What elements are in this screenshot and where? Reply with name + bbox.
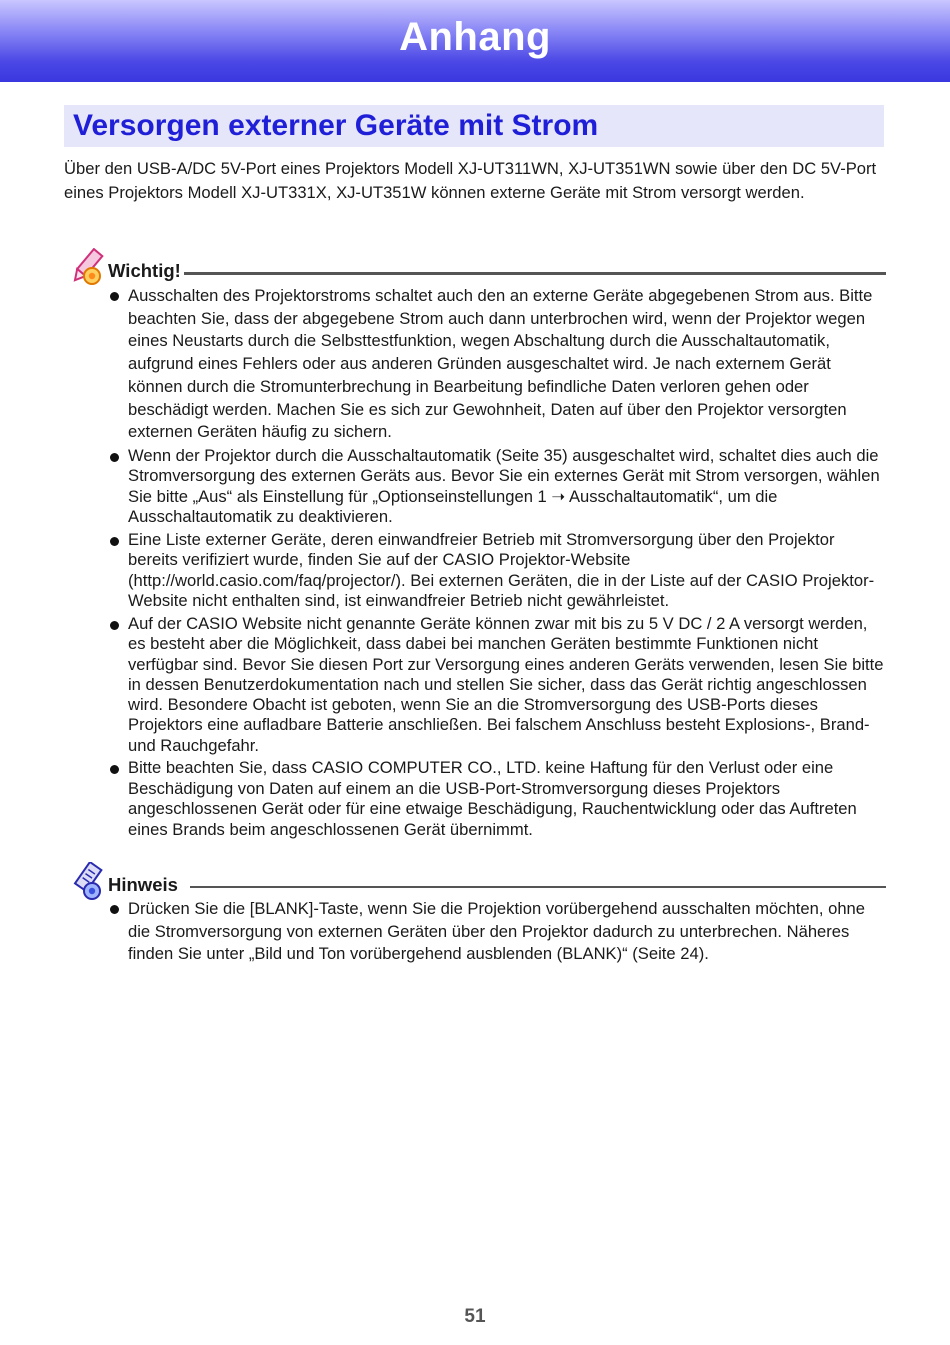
list-item: Eine Liste externer Geräte, deren einwandfreier Betrieb mit Stromversorgung über den Projektor bereits verifiziert wurde, finden Sie auf der CASIO Projektor-Website (http://world.casio.com/faq/projector/). Bei externen Geräten, die in der Liste auf der CASIO Projektor-Website nicht enthalten sind, ist einwandfreier Betrieb nicht gewährleistet.: [108, 530, 886, 612]
intro-paragraph: Über den USB-A/DC 5V-Port eines Projektors Modell XJ-UT311WN, XJ-UT351WN sowie über den DC 5V-Port eines Projektors Modell XJ-UT331X, XJ-UT351W können externe Geräte mit Strom versorgt werden.: [64, 159, 877, 202]
list-item: Bitte beachten Sie, dass CASIO COMPUTER CO., LTD. keine Haftung für den Verlust oder eine Beschädigung von Daten auf einem an die USB-Port-Stromversorgung dieses Projektors angeschlossenen Gerät oder für eine etwaige Beschädigung, Rauchentwicklung oder das Auftreten eines Brands beim angeschlossenen Gerät übernimmt.: [108, 758, 886, 840]
important-divider: [184, 272, 886, 275]
section-title: Versorgen externer Geräte mit Strom: [73, 109, 599, 142]
list-item: Drücken Sie die [BLANK]-Taste, wenn Sie die Projektion vorübergehend ausschalten möchten, ohne die Stromversorgung von externen Geräten über den Projektor dadurch zu unterbrechen. Näheres finden Sie unter „Bild und Ton vorübergehend ausblenden (BLANK)“ (Seite 24).: [108, 898, 886, 966]
chapter-banner: [0, 0, 950, 82]
important-list: [108, 285, 886, 840]
note-list: [108, 898, 886, 966]
chapter-title: Anhang: [399, 14, 551, 59]
important-header: [64, 248, 886, 282]
important-label: Wichtig!: [108, 260, 187, 282]
section-heading-bar: [64, 105, 884, 147]
pencil-icon: [64, 248, 106, 290]
note-header: [64, 862, 886, 896]
list-item: Auf der CASIO Website nicht genannte Geräte können zwar mit bis zu 5 V DC / 2 A versorgt werden, es besteht aber die Möglichkeit, dass dabei bei manchen Geräten bestimmte Funktionen nicht verfügbar sind. Bevor Sie diesen Port zur Versorgung eines anderen Geräts verwenden, lesen Sie bitte in dessen Benutzerdokumentation nach und stellen Sie sicher, dass das Gerät richtig angeschlossen wird. Besondere Obacht ist geboten, wenn Sie an die Stromversorgung des USB-Ports dieses Projektors eine aufladbare Batterie anschließen. Bei falschem Anschluss besteht Explosions-, Brand- und Rauchgefahr.: [108, 614, 886, 756]
list-item: Wenn der Projektor durch die Ausschaltautomatik (Seite 35) ausgeschaltet wird, schaltet dies auch die Stromversorgung des externen Geräts aus. Bevor Sie ein externes Gerät mit Strom versorgen, wählen Sie bitte „Aus“ als Einstellung für „Optionseinstellungen 1 ➝ Ausschaltautomatik“, um die Ausschaltautomatik zu deaktivieren.: [108, 446, 886, 528]
note-divider: [190, 886, 886, 888]
page-number: 51: [464, 1306, 486, 1327]
notepad-icon: [64, 862, 106, 904]
list-item: Ausschalten des Projektorstroms schaltet auch den an externe Geräte abgegebenen Strom aus. Bitte beachten Sie, dass der abgegebene Strom auch dann unterbrochen wird, wenn der Projektor wegen eines Neustarts durch die Selbsttestfunktion, wegen Abschaltung durch die Ausschaltautomatik, aufgrund eines Fehlers oder aus anderen Gründen ausgeschaltet wird. Je nach externem Gerät können durch die Stromunterbrechung in Bearbeitung befindliche Daten verloren gehen oder beschädigt werden. Machen Sie es sich zur Gewohnheit, Daten auf über den Projektor versorgten externen Geräten häufig zu sichern.: [108, 285, 886, 444]
note-label: Hinweis: [108, 874, 184, 896]
